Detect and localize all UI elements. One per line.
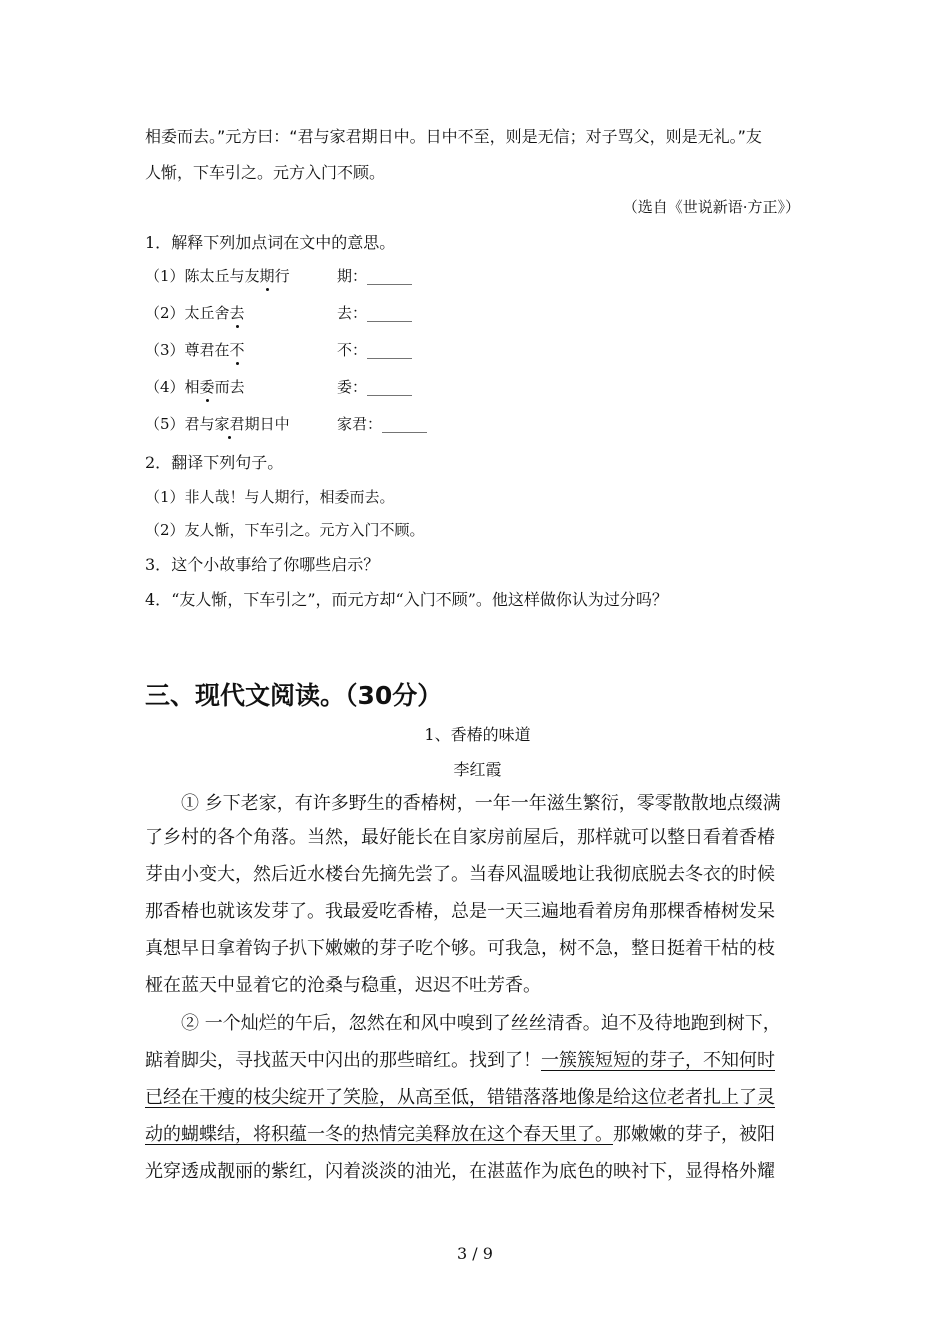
dotted-word: 去 <box>229 304 245 322</box>
question-number: 2． <box>145 453 172 472</box>
question-text: 翻译下列句子。 <box>171 453 284 472</box>
question-3 <box>145 552 810 575</box>
question-number: 4． <box>145 590 172 609</box>
q1-item-5: （5）君与家君期日中 <box>145 415 290 433</box>
paragraph-1-line-2: 了乡村的各个角落。当然，最好能长在自家房前屋后，那样就可以整日看着香椿 <box>145 827 775 848</box>
question-text: “友人惭，下车引之”，而元方却“入门不顾”。他这样做你认为过分吗？ <box>171 590 668 609</box>
q2-item-2: （2）友人惭，下车引之。元方入门不顾。 <box>145 521 425 539</box>
underlined-sentence: 动的蝴蝶结，将积蕴一冬的热情完美释放在这个春天里了。 <box>145 1124 613 1145</box>
q1-item-3: （3）尊君在不 <box>145 341 245 359</box>
paragraph-1-line-4: 那香椿也就该发芽了。我最爱吃香椿，总是一天三遍地看着房角那棵香椿树发呆 <box>145 901 775 922</box>
question-number: 1． <box>145 233 172 252</box>
source-citation: （选自《世说新语·方正》） <box>622 198 800 216</box>
q2-item-1: （1）非人哉！与人期行，相委而去。 <box>145 488 395 506</box>
underlined-sentence: 一簇簇短短的芽子，不知何时 <box>541 1050 775 1071</box>
q1-answer-4: 委：______ <box>337 378 413 396</box>
article-title: 1、香椿的味道 <box>424 725 531 744</box>
question-text: 解释下列加点词在文中的意思。 <box>171 233 396 252</box>
dotted-word: 委 <box>199 378 215 396</box>
q1-item-4: （4）相委而去 <box>145 378 245 396</box>
paragraph-2-line-5: 光穿透成靓丽的紫红，闪着淡淡的油光，在湛蓝作为底色的映衬下，显得格外耀 <box>145 1161 775 1182</box>
dotted-word: 家君 <box>214 415 245 433</box>
paragraph-1-line-6: 桠在蓝天中显着它的沧桑与稳重，迟迟不吐芳香。 <box>145 975 541 996</box>
paragraph-1-line-1: ① 乡下老家，有许多野生的香椿树，一年一年滋生繁衍，零零散散地点缀满 <box>145 793 781 814</box>
question-1 <box>145 230 810 253</box>
classical-text-line-1: 相委而去。”元方曰：“君与家君期日中。日中不至，则是无信；对子骂父，则是无礼。”友 <box>145 127 762 146</box>
q1-answer-5: 家君：______ <box>337 415 428 433</box>
paragraph-1-line-3: 芽由小变大，然后近水楼台先摘先尝了。当春风温暖地让我彻底脱去冬衣的时候 <box>145 864 775 885</box>
paragraph-1-line-5: 真想早日拿着钩子扒下嫩嫩的芽子吃个够。可我急，树不急，整日挺着干枯的枝 <box>145 938 775 959</box>
page-number: 3 / 9 <box>457 1244 493 1263</box>
paragraph-2-line-2: 踮着脚尖，寻找蓝天中闪出的那些暗红。找到了！一簇簇短短的芽子，不知何时 <box>145 1050 775 1071</box>
q1-answer-1: 期：______ <box>337 267 413 285</box>
q1-item-1: （1）陈太丘与友期行 <box>145 267 290 285</box>
paragraph-2-line-3 <box>145 1083 810 1109</box>
underlined-sentence: 已经在干瘦的枝尖绽开了笑脸，从高至低，错错落落地像是给这位老者扎上了灵 <box>145 1087 775 1108</box>
paragraph-2-line-4: 动的蝴蝶结，将积蕴一冬的热情完美释放在这个春天里了。那嫩嫩的芽子，被阳 <box>145 1124 775 1145</box>
dotted-word: 期 <box>259 267 275 285</box>
question-4 <box>145 587 810 610</box>
q1-answer-2: 去：______ <box>337 304 413 322</box>
q1-item-2: （2）太丘舍去 <box>145 304 245 322</box>
paragraph-2-line-1: ② 一个灿烂的午后，忽然在和风中嗅到了丝丝清香。迫不及待地跑到树下， <box>145 1013 781 1034</box>
section-heading: 三、现代文阅读。（30分） <box>145 681 443 710</box>
question-text: 这个小故事给了你哪些启示？ <box>171 555 380 574</box>
classical-text-line-2: 人惭，下车引之。元方入门不顾。 <box>145 163 386 182</box>
question-number: 3． <box>145 555 172 574</box>
q1-answer-3: 不：______ <box>337 341 413 359</box>
question-2 <box>145 450 810 473</box>
dotted-word: 不 <box>229 341 245 359</box>
article-author: 李红霞 <box>453 760 502 779</box>
